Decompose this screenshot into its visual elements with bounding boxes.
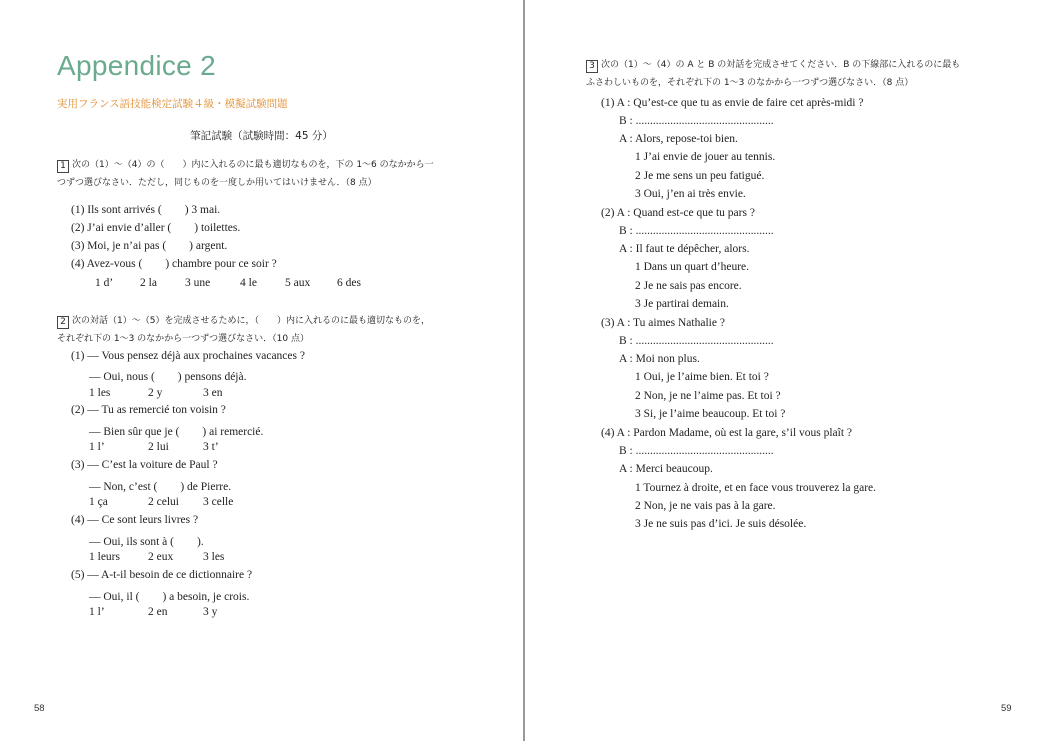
- section2-option: 2 en: [148, 606, 168, 618]
- section1-instruction: [57, 156, 477, 192]
- section2-option: 3 y: [203, 606, 218, 618]
- section2-option: 3 les: [203, 551, 225, 563]
- dialogue-option: 1 Dans un quart d’heure.: [635, 261, 750, 273]
- section2-option: 3 en: [203, 387, 223, 399]
- section1-item: (1) Ils sont arrivés ( ) 3 mai.: [71, 204, 221, 216]
- section2-option: 3 celle: [203, 496, 234, 508]
- section1-option: 3 une: [185, 277, 211, 289]
- section2-option: 1 l’: [89, 441, 105, 453]
- dialogue-option: 3 Oui, j’en ai très envie.: [635, 188, 746, 200]
- section2-answer: — Bien sûr que je ( ) ai remercié.: [89, 426, 264, 438]
- section2-instruction-line2: それぞれ下の 1～3 のなかから一つずつ選びなさい．（10 点）: [57, 334, 309, 344]
- section1-option: 4 le: [240, 277, 257, 289]
- section3-instruction-line1: 次の（1）～（4）の A と B の対話を完成させてください．B の下線部に入れるのに最も: [601, 60, 961, 70]
- dialogue-b-blank: B : ................................................: [619, 335, 774, 347]
- appendix-title: Appendice 2: [57, 50, 216, 81]
- section1-option: 2 la: [140, 277, 157, 289]
- section1-item: (4) Avez-vous ( ) chambre pour ce soir ?: [71, 258, 277, 270]
- right-page: [525, 0, 1047, 741]
- section2-question: (4) — Ce sont leurs livres ?: [71, 514, 199, 526]
- dialogue-a-reply: A : Alors, repose-toi bien.: [619, 133, 738, 145]
- dialogue-option: 2 Non, je ne vais pas à la gare.: [635, 500, 776, 512]
- dialogue-option: 2 Je me sens un peu fatigué.: [635, 170, 765, 182]
- dialogue-option: 3 Je partirai demain.: [635, 298, 729, 310]
- dialogue-option: 3 Si, je l’aime beaucoup. Et toi ?: [635, 408, 786, 420]
- section2-question: (1) — Vous pensez déjà aux prochaines vacances ?: [71, 350, 305, 362]
- section1-option: 5 aux: [285, 277, 311, 289]
- section2-option: 2 y: [148, 387, 163, 399]
- section2-number: 2: [57, 316, 69, 329]
- dialogue-a-reply: A : Merci beaucoup.: [619, 463, 713, 475]
- section2-question: (3) — C’est la voiture de Paul ?: [71, 459, 218, 471]
- section2-option: 1 ça: [89, 496, 108, 508]
- exam-subtitle: 実用フランス語技能検定試験４級・模擬試験問題: [57, 98, 288, 110]
- section1-option: 6 des: [337, 277, 361, 289]
- section2-option: 2 eux: [148, 551, 174, 563]
- dialogue-option: 1 J’ai envie de jouer au tennis.: [635, 151, 776, 163]
- dialogue-option: 2 Non, je ne l’aime pas. Et toi ?: [635, 390, 781, 402]
- dialogue-a-line: (3) A : Tu aimes Nathalie ?: [601, 317, 725, 329]
- left-page: [0, 0, 523, 741]
- section2-answer: — Oui, nous ( ) pensons déjà.: [89, 371, 247, 383]
- dialogue-a-reply: A : Il faut te dépêcher, alors.: [619, 243, 750, 255]
- section2-option: 1 les: [89, 387, 111, 399]
- section2-instruction-line1: 次の対話（1）～（5）を完成させるために，（ ）内に入れるのに最も適切なものを，: [72, 316, 430, 326]
- dialogue-a-reply: A : Moi non plus.: [619, 353, 700, 365]
- section2-answer: — Oui, ils sont à ( ).: [89, 536, 204, 548]
- section2-option: 1 l’: [89, 606, 105, 618]
- section1-item: (2) J’ai envie d’aller ( ) toilettes.: [71, 222, 241, 234]
- section2-option: 1 leurs: [89, 551, 120, 563]
- dialogue-option: 1 Oui, je l’aime bien. Et toi ?: [635, 371, 769, 383]
- page-number-left: 58: [34, 703, 45, 714]
- dialogue-b-blank: B : ................................................: [619, 115, 774, 127]
- section1-number: 1: [57, 160, 69, 173]
- section2-option: 3 t’: [203, 441, 219, 453]
- dialogue-b-blank: B : ................................................: [619, 225, 774, 237]
- dialogue-option: 2 Je ne sais pas encore.: [635, 280, 742, 292]
- section2-instruction: [57, 312, 477, 348]
- section1-instruction-line2: つずつ選びなさい．ただし，同じものを一度しか用いてはいけません．（8 点）: [57, 178, 377, 188]
- section1-instruction-line1: 次の（1）～（4）の（ ）内に入れるのに最も適切なものを，下の 1～6 のなかから一: [72, 160, 434, 170]
- section3-instruction: [586, 56, 1026, 92]
- section2-question: (5) — A-t-il besoin de ce dictionnaire ?: [71, 569, 253, 581]
- dialogue-a-line: (4) A : Pardon Madame, où est la gare, s’il vous plaît ?: [601, 427, 853, 439]
- dialogue-a-line: (1) A : Qu’est-ce que tu as envie de faire cet après-midi ?: [601, 97, 864, 109]
- section2-option: 2 celui: [148, 496, 179, 508]
- section1-item: (3) Moi, je n’ai pas ( ) argent.: [71, 240, 228, 252]
- page-number-right: 59: [1001, 703, 1012, 714]
- exam-heading: 筆記試験（試験時間：45 分）: [190, 130, 333, 142]
- section3-number: 3: [586, 60, 598, 73]
- dialogue-option: 3 Je ne suis pas d’ici. Je suis désolée.: [635, 518, 807, 530]
- dialogue-option: 1 Tournez à droite, et en face vous trouverez la gare.: [635, 482, 877, 494]
- section1-option: 1 d’: [95, 277, 114, 289]
- section2-option: 2 lui: [148, 441, 169, 453]
- section2-answer: — Non, c’est ( ) de Pierre.: [89, 481, 232, 493]
- dialogue-a-line: (2) A : Quand est-ce que tu pars ?: [601, 207, 755, 219]
- section2-answer: — Oui, il ( ) a besoin, je crois.: [89, 591, 250, 603]
- dialogue-b-blank: B : ................................................: [619, 445, 774, 457]
- section3-instruction-line2: ふさわしいものを，それぞれ下の 1～3 のなかから一つずつ選びなさい．（8 点）: [586, 78, 914, 88]
- section2-question: (2) — Tu as remercié ton voisin ?: [71, 404, 226, 416]
